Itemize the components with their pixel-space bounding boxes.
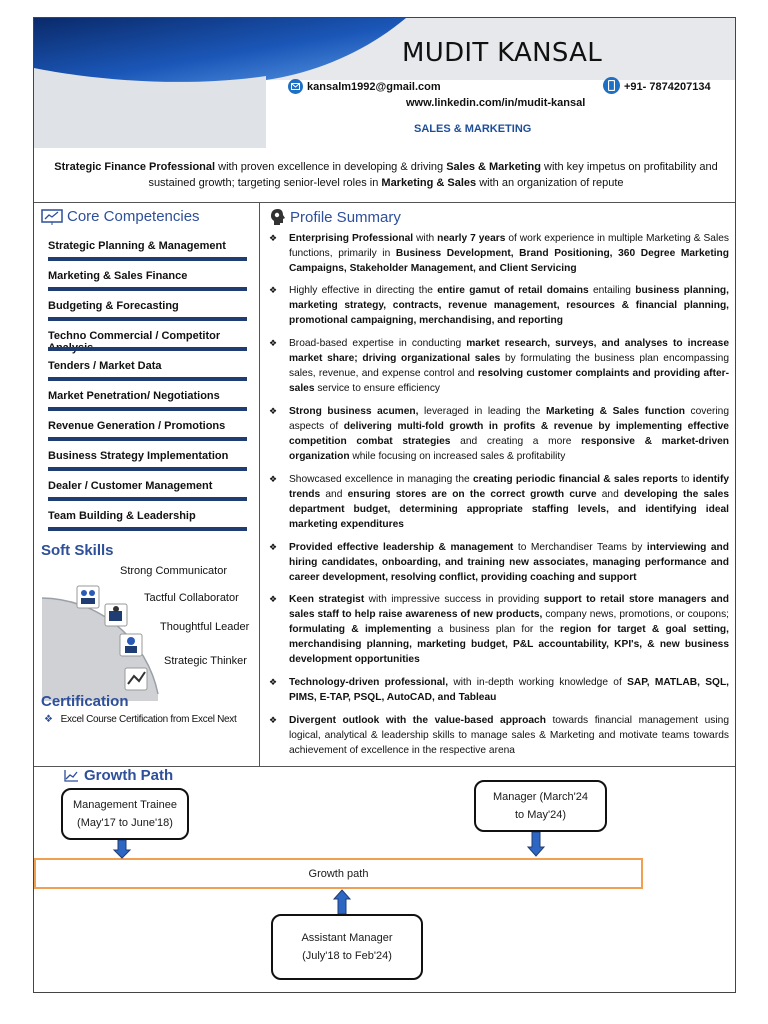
summary-fragment: entailing xyxy=(588,285,636,296)
summary-fragment: leveraged in leading the xyxy=(418,406,546,417)
thinker-icon xyxy=(125,668,147,690)
summary-fragment: Business Development, Brand Positioning, 360 Degree Marketing Campaigns, Stakeholder Management, and Client Servicing xyxy=(289,248,729,274)
core-competency-label: Dealer / Customer Management xyxy=(48,480,213,492)
certification-heading: Certification xyxy=(41,693,129,710)
bullet-icon: ❖ xyxy=(269,542,278,552)
core-competency-item xyxy=(48,420,258,432)
competency-underline xyxy=(48,257,247,261)
profile-summary-text xyxy=(289,404,729,464)
core-competency-label: Revenue Generation / Promotions xyxy=(48,420,226,432)
summary-fragment: Provided effective leadership & management xyxy=(289,542,514,553)
soft-skill: Strategic Thinker xyxy=(164,655,247,667)
core-competency-label: Techno Commercial / Competitor xyxy=(48,330,221,342)
summary-fragment: business planning, marketing strategy, contracts, revenue management, resources & financial planning, promotional campaigning, merchandising, and reporting xyxy=(289,285,729,326)
core-competencies-title: Core Competencies xyxy=(67,208,200,225)
box-line: (May'17 to June'18) xyxy=(77,817,173,829)
summary-fragment: with in-depth working knowledge of xyxy=(448,677,628,688)
competency-underline xyxy=(48,497,247,501)
certification-text: Excel Course Certification from Excel Next xyxy=(60,714,237,725)
profile-summary-title: Profile Summary xyxy=(290,208,401,226)
summary-fragment: delivering multi-fold growth in profits & revenue by implementing effective competition combat strategies xyxy=(289,421,729,447)
core-competency-item xyxy=(48,300,258,312)
profile-summary-text xyxy=(289,336,729,396)
summary-fragment: responsive & market-driven organization xyxy=(289,436,729,462)
profile-summary-item xyxy=(269,675,729,705)
phone-contact[interactable] xyxy=(603,77,711,94)
profile-summary-text xyxy=(289,592,729,667)
summary-fragment: formulating & implementing xyxy=(289,624,432,635)
profile-summary-text xyxy=(289,283,729,328)
target-role: SALES & MARKETING xyxy=(414,123,532,135)
summary-fragment: Keen strategist xyxy=(289,594,365,605)
core-competency-label: Budgeting & Forecasting xyxy=(48,300,179,312)
summary-fragment: entire gamut of retail domains xyxy=(437,285,589,296)
growth-path-title: Growth Path xyxy=(84,767,174,784)
competency-underline xyxy=(48,317,247,321)
bullet-icon: ❖ xyxy=(269,474,278,484)
summary-fragment: interviewing and hiring candidates, onboarding, and training new associates, managing performance and career development, resolving conflict, providing coaching and support xyxy=(289,542,729,583)
box-line: Manager (March'24 xyxy=(492,791,589,803)
core-competency-label: Marketing & Sales Finance xyxy=(48,270,188,282)
summary-fragment: Marketing & Sales function xyxy=(545,406,685,417)
summary-fragment: creating periodic financial & sales reports xyxy=(472,474,678,485)
email-icon xyxy=(288,79,303,94)
core-competency-item xyxy=(48,240,258,252)
leader-icon xyxy=(120,634,142,656)
profile-summary-item xyxy=(269,283,729,328)
management-trainee-box xyxy=(61,788,189,840)
summary-fragment: Strong business acumen, xyxy=(289,406,419,417)
certification-item xyxy=(44,714,236,725)
competency-underline xyxy=(48,527,247,531)
core-competency-label: Strategic Planning & Management xyxy=(48,240,226,252)
profile-summary-item xyxy=(269,231,729,276)
profile-summary-item xyxy=(269,336,729,396)
competency-underline xyxy=(48,347,247,351)
tagline-part: with an organization of repute xyxy=(476,177,624,189)
growth-path-bar: Growth path xyxy=(34,858,643,889)
core-competency-label: Business Strategy Implementation xyxy=(48,450,229,462)
bullet-icon: ❖ xyxy=(44,714,53,725)
summary-fragment: Broad-based expertise in conducting xyxy=(289,338,467,349)
profile-summary-item xyxy=(269,713,729,758)
collaborator-icon xyxy=(105,604,127,626)
email-text[interactable]: kansalm1992@gmail.com xyxy=(307,80,441,93)
phone-text[interactable]: +91- 7874207134 xyxy=(624,81,711,93)
manager-box xyxy=(474,780,607,832)
tagline xyxy=(50,159,722,191)
head-gears-icon xyxy=(270,208,286,226)
arrow-down-icon xyxy=(526,832,546,858)
summary-fragment: service to ensure efficiency xyxy=(314,383,441,394)
box-line: to May'24) xyxy=(514,809,566,821)
soft-skills-graphic xyxy=(42,566,262,701)
box-line: Management Trainee xyxy=(73,799,177,811)
profile-summary-item xyxy=(269,472,729,532)
summary-fragment: SAP, MATLAB, SQL, PIMS, E-TAP, PSQL, AutoCAD, and Tableau xyxy=(289,677,729,703)
candidate-name: MUDIT KANSAL xyxy=(402,38,602,68)
summary-fragment: Highly effective in directing the xyxy=(289,285,438,296)
core-competency-item xyxy=(48,330,258,354)
core-competency-item xyxy=(48,360,258,372)
summary-fragment: market research, surveys, and analyses to increase market share; driving organizational sales xyxy=(289,338,729,364)
competency-underline xyxy=(48,437,247,441)
divider xyxy=(34,202,736,203)
phone-icon xyxy=(603,77,620,94)
bullet-icon: ❖ xyxy=(269,715,278,725)
summary-fragment: Enterprising Professional xyxy=(289,233,414,244)
summary-fragment: covering aspects of xyxy=(289,406,730,432)
bullet-icon: ❖ xyxy=(269,594,278,604)
summary-fragment: resolving customer complaints and providing after-sales xyxy=(289,368,729,394)
bullet-icon: ❖ xyxy=(269,406,278,416)
summary-fragment: developing the sales department budget, determining appropriate staffing levels, and identifying ideal marketing expenditures xyxy=(289,489,729,530)
profile-summary-text xyxy=(289,713,729,758)
bullet-icon: ❖ xyxy=(269,338,278,348)
tagline-part: Strategic Finance Professional xyxy=(54,161,216,173)
core-competency-item xyxy=(48,510,258,522)
competency-underline xyxy=(48,407,247,411)
tagline-part: with proven excellence in developing & driving xyxy=(215,161,447,173)
soft-skill: Thoughtful Leader xyxy=(160,621,250,633)
summary-fragment: Technology-driven professional, xyxy=(289,677,449,688)
summary-fragment: region for target & goal setting, merchandising planning, marketing budget, P&L accountability, KPI's, & new business development opportunities xyxy=(289,624,729,665)
competency-underline xyxy=(48,287,247,291)
bullet-icon: ❖ xyxy=(269,677,278,687)
profile-summary-text xyxy=(289,540,729,585)
summary-fragment: and xyxy=(596,489,624,500)
box-line: Assistant Manager xyxy=(301,932,393,944)
core-competencies-heading xyxy=(41,208,200,225)
tagline-part: Marketing & Sales xyxy=(381,177,477,189)
tagline-part: with key impetus on profitability and sustained growth; targeting senior-level roles in xyxy=(148,161,718,189)
summary-fragment: Showcased excellence in managing the xyxy=(289,474,473,485)
summary-fragment: Divergent outlook with the value-based approach xyxy=(289,715,546,726)
summary-fragment: nearly 7 years xyxy=(437,233,506,244)
summary-fragment: a business plan for the xyxy=(431,624,561,635)
profile-summary-heading xyxy=(270,208,401,226)
arrow-up-icon xyxy=(332,889,352,914)
summary-fragment: with impressive success in providing xyxy=(364,594,544,605)
tagline-part: Sales & Marketing xyxy=(446,161,541,173)
linkedin-link[interactable]: www.linkedin.com/in/mudit-kansal xyxy=(406,97,586,109)
profile-summary-text xyxy=(289,231,729,276)
summary-fragment: to xyxy=(677,474,693,485)
presentation-icon xyxy=(41,209,63,225)
communicator-icon xyxy=(77,586,99,608)
competency-underline xyxy=(48,377,247,381)
profile-summary-text xyxy=(289,472,729,532)
core-competency-item xyxy=(48,480,258,492)
bullet-icon: ❖ xyxy=(269,233,278,243)
profile-summary-item xyxy=(269,592,729,667)
arrow-down-icon xyxy=(112,840,132,860)
summary-fragment: identify trends xyxy=(289,474,730,500)
core-competency-item xyxy=(48,270,258,282)
profile-summary-item xyxy=(269,404,729,464)
profile-summary-item xyxy=(269,540,729,585)
soft-skill: Strong Communicator xyxy=(120,565,227,577)
competency-underline xyxy=(48,467,247,471)
summary-fragment: towards financial management using logical, analytical & leadership skills to manage sales & Marketing and motivate teams towards achievement of excellence in the respective arena xyxy=(289,715,729,756)
email-contact[interactable] xyxy=(288,79,441,94)
profile-summary-text xyxy=(289,675,729,705)
summary-fragment: support to retail store managers and sales staff to help raise awareness of new products, xyxy=(289,594,729,620)
summary-fragment: and xyxy=(320,489,348,500)
growth-path-heading xyxy=(64,767,173,784)
summary-fragment: by formulating the business plan encompassing sales, revenue, and expense control and xyxy=(289,353,729,379)
soft-skills-heading: Soft Skills xyxy=(41,542,114,559)
core-competency-label: Team Building & Leadership xyxy=(48,510,196,522)
core-competency-label: Tenders / Market Data xyxy=(48,360,162,372)
bullet-icon: ❖ xyxy=(269,285,278,295)
assistant-manager-box xyxy=(271,914,423,980)
summary-fragment: and creating a more xyxy=(450,436,582,447)
soft-skill: Tactful Collaborator xyxy=(144,592,239,604)
summary-fragment: company news, promotions, or coupons; xyxy=(542,609,729,620)
resume-page xyxy=(33,17,736,993)
summary-fragment: ensuring stores are on the correct growth curve xyxy=(347,489,597,500)
core-competency-item xyxy=(48,390,258,402)
core-competency-label: Market Penetration/ Negotiations xyxy=(48,390,220,402)
core-competency-item xyxy=(48,450,258,462)
summary-fragment: with xyxy=(413,233,438,244)
summary-fragment: to Merchandiser Teams by xyxy=(513,542,647,553)
line-chart-icon xyxy=(64,770,78,782)
box-line: (July'18 to Feb'24) xyxy=(302,950,392,962)
summary-fragment: of work experience in multiple Marketing & Sales functions, primarily in xyxy=(289,233,729,259)
summary-fragment: while focusing on increased sales & profitability xyxy=(349,451,566,462)
